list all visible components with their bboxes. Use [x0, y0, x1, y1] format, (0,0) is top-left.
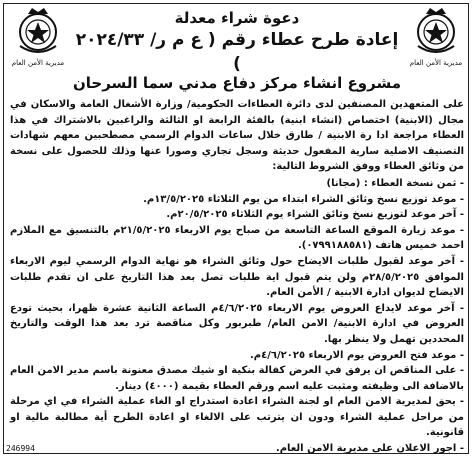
project-subject: مشروع انشاء مركز دفاع مدني سما السرحان [72, 74, 401, 92]
left-emblem [8, 6, 68, 70]
condition-item: - اجور الاعلان على مديرية الامن العام. [275, 443, 464, 455]
royal-crest-icon [412, 6, 460, 58]
condition-item: - آخر موعد لايداع العروض يوم الاربعاء ٤/٦/٢٠٢٥م الساعة الثانية عشرة ظهرا، بحيث تودع العروض في ادارة الابنية/ الامن العام/ طبربور وكل مناقصة ترد بعد هذا الوقت والتاريخ المحددين تهمل ولا ينظر بها. [10, 302, 464, 345]
announcement-body [10, 97, 464, 457]
reference-number: 246994 [6, 444, 35, 453]
right-emblem [406, 6, 466, 70]
header [70, 8, 404, 76]
left-emblem-caption: مديرية الأمن العام [11, 59, 65, 67]
condition-item: - موعد فتح العروض يوم الاربعاء ٤/٦/٢٠٢٥م. [250, 349, 464, 361]
intro-paragraph: على المتعهدين المصنفين لدى دائرة العطاءات الحكومية/ وزارة الأشغال العامة والاسكان في مجال (الابنية) اختصاص (انشاء ابنية) بالفئة الرابعة او الثالثة والراغبين بالاشتراك في هذا العطاء مراجعة ادا رة الابنية / طارق خلال ساعات الدوام الرسمي مصطحبين معهم شهادات التصنيف الاصلية سارية المفعول حديثة وسجل تجاري وصورا عنها وذلك للحصول على نسخة من وثائق العطاء ووفق الشروط التالية: [10, 99, 464, 173]
tender-number-line: إعادة طرح عطاء رقم ( ع م ر/ ٢٠٢٤/٣٣ ) [75, 30, 399, 74]
right-emblem-caption: مديرية الأمن العام [409, 59, 463, 67]
condition-item: - موعد توزيع نسخ وثائق الشراء ابتداء من يوم الثلاثاء ١٣/٥/٢٠٢٥م. [143, 193, 464, 205]
document-title: دعوة شراء معدلة [174, 9, 300, 27]
condition-item: - ثمن نسخة العطاء : (مجانا) [326, 177, 464, 189]
condition-item: - آخر موعد لقبول طلبات الايضاح حول وثائق الشراء هو نهاية الدوام الرسمي ليوم الاربعاء الموافق ٢٨/٥/٢٠٢٥م ولن يتم قبول اية طلبات تصل بعد هذا التاريخ على ان تقدم طلبات الايضاح لديوان ادارة الابنية / الأمن العام. [10, 255, 464, 299]
condition-item: - موعد زيارة الموقع الساعة التاسعة من صباح يوم الاربعاء ٢١/٥/٢٠٢٥م بالتنسيق مع الملازم احمد خميس هاتف (٠٧٩٩١٨٨٥٨١). [10, 224, 464, 252]
condition-item: - يحق لمديرية الامن العام او لجنة الشراء اعادة استدراج او الغاء عملية الشراء في اي مرحلة من مراحل عملية الشراء ودون ان يترتب على الالغاء او اعادة الطرح أية مطالبة مالية او قانونية. [10, 396, 464, 439]
condition-item: - آخر موعد لتوزيع نسخ وثائق الشراء يوم الثلاثاء ٢٠/٥/٢٠٢٥م. [166, 209, 464, 221]
condition-item: - على المناقص ان يرفق في العرض كفالة بنكية او شيك مصدق معنونة باسم مدير الامن العام بالاضافة الى وظيفته ومثبت عليه اسم ورقم العطاء بقيمة (٤٠٠٠) دينار. [10, 365, 464, 392]
royal-crest-icon [14, 6, 62, 58]
